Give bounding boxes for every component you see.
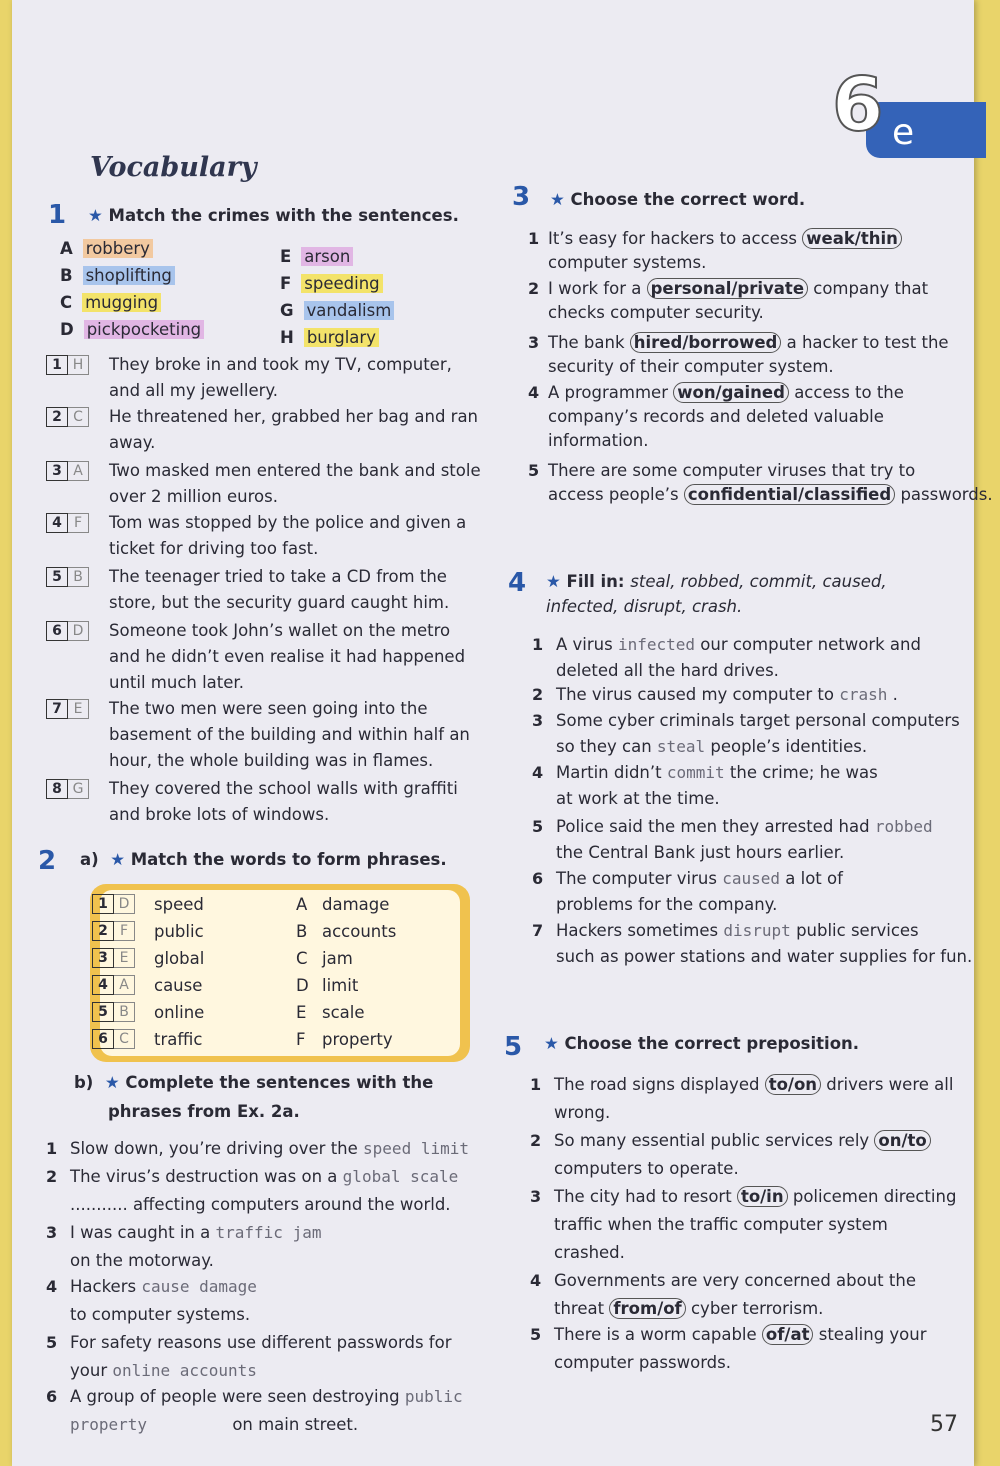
ex3-title: ★ Choose the correct word. (550, 190, 806, 209)
sentence-line (70, 1220, 321, 1246)
handwritten-answer: global scale (342, 1167, 459, 1186)
item-line-2 (548, 482, 993, 508)
item-text: It’s easy for hackers to access (548, 229, 798, 248)
sentence-text: on main street. (232, 1415, 359, 1434)
item-text: wrong. (554, 1103, 611, 1122)
ex4-words-2: infected, disrupt, crash. (546, 597, 743, 616)
handwritten-answer: robbed (874, 817, 933, 836)
choice-circled: hired/borrowed (630, 332, 782, 353)
answer-box-handwritten: B (114, 1002, 135, 1022)
phrase-right-text: damage (322, 895, 390, 914)
answer-box-number: 8 (46, 779, 68, 799)
sentence-line-2 (70, 1192, 451, 1218)
crime-option-letter: D (60, 320, 74, 339)
phrase-right-word (296, 973, 358, 999)
crime-option-word: shoplifting (83, 266, 175, 285)
crime-sentence-line: until much later. (109, 673, 244, 692)
item-line (554, 1322, 927, 1348)
item-line-2 (548, 354, 834, 380)
item-text: The virus caused my computer to (556, 685, 834, 704)
sentence-number: 6 (46, 1387, 58, 1406)
item-number: 2 (530, 1131, 542, 1150)
handwritten-answer: traffic jam (215, 1223, 322, 1242)
ex4-number: 4 (508, 568, 527, 598)
answer-box-number: 3 (92, 948, 114, 968)
item-text: Hackers sometimes (556, 921, 719, 940)
handwritten-answer: steal (656, 737, 706, 756)
item-line (548, 226, 902, 252)
item-text: Police said the men they arrested had (556, 817, 870, 836)
item-line (554, 1184, 956, 1210)
sentence-text: A group of people were seen destroying (70, 1387, 400, 1406)
phrase-right-word (296, 892, 389, 918)
phrase-left-word: global (154, 949, 205, 968)
star-icon: ★ (546, 572, 561, 591)
item-text: checks computer security. (548, 303, 764, 322)
phrase-right-word (296, 919, 396, 945)
phrase-left-word: cause (154, 976, 203, 995)
choice-circled: won/gained (673, 382, 789, 403)
item-text: security of their computer system. (548, 357, 834, 376)
crime-option-word: speeding (301, 274, 382, 293)
item-line-2 (548, 250, 706, 276)
crime-option (280, 298, 394, 324)
item-number: 6 (532, 869, 544, 888)
choice-circled: personal/private (647, 278, 808, 299)
phrase-right-word (296, 1000, 365, 1026)
item-number: 7 (532, 921, 544, 940)
item-line-2 (554, 1212, 888, 1238)
item-number: 1 (532, 635, 544, 654)
sentence-text: to computer systems. (70, 1305, 251, 1324)
item-text: the crime; he was (729, 763, 878, 782)
handwritten-answer: caused (722, 869, 780, 888)
item-text: deleted all the hard drives. (556, 661, 779, 680)
choice-circled: from/of (609, 1298, 685, 1319)
phrase-left-word: traffic (154, 1030, 203, 1049)
unit-letter: e (892, 112, 915, 153)
phrase-left-word: online (154, 1003, 205, 1022)
answer-box-handwritten: E (68, 699, 89, 719)
crime-sentence-line: and he didn’t even realise it had happened (109, 647, 466, 666)
item-text: threat (554, 1299, 605, 1318)
item-line-2 (556, 892, 777, 918)
item-text: passwords. (900, 485, 993, 504)
answer-box-handwritten: C (68, 407, 89, 427)
item-number: 3 (528, 333, 540, 352)
answer-box (46, 699, 89, 719)
answer-box (46, 779, 89, 799)
handwritten-answer: property (70, 1415, 148, 1434)
item-line (554, 1268, 916, 1294)
phrase-right-text: limit (322, 976, 359, 995)
item-number: 1 (530, 1075, 542, 1094)
sentence-text: I was caught in a (70, 1223, 211, 1242)
answer-box-handwritten: G (68, 779, 89, 799)
item-number: 4 (530, 1271, 542, 1290)
crime-option (280, 325, 379, 351)
phrase-right-word (296, 946, 353, 972)
sentence-number: 1 (46, 1139, 58, 1158)
item-text: a lot of (785, 869, 843, 888)
phrase-right-letter: B (296, 922, 308, 941)
answer-box (46, 621, 89, 641)
item-number: 3 (530, 1187, 542, 1206)
handwritten-answer: speed limit (363, 1139, 469, 1158)
crime-option-letter: C (60, 293, 73, 312)
crime-option (60, 290, 161, 316)
item-line (556, 814, 933, 840)
crime-sentence-line: Someone took John’s wallet on the metro (109, 621, 451, 640)
item-line-2 (556, 734, 867, 760)
item-text: computer systems. (548, 253, 707, 272)
phrase-right-letter: F (296, 1030, 306, 1049)
sentence-text: The virus’s destruction was on a (70, 1167, 338, 1186)
sentence-line (70, 1330, 451, 1356)
item-line (554, 1128, 931, 1154)
sentence-line (70, 1384, 463, 1410)
handwritten-answer: online accounts (112, 1361, 257, 1380)
ex2a-title: a) ★ Match the words to form phrases. (80, 850, 447, 869)
unit-number: 6 (832, 62, 882, 148)
item-text: The road signs displayed (554, 1075, 760, 1094)
answer-box-handwritten: A (68, 461, 89, 481)
crime-option (60, 317, 204, 343)
answer-box-number: 2 (46, 407, 68, 427)
item-line (554, 1072, 953, 1098)
crime-sentence-line: and broke lots of windows. (109, 805, 330, 824)
sentence-number: 2 (46, 1167, 58, 1186)
item-text: The bank (548, 333, 625, 352)
answer-box-number: 6 (92, 1029, 114, 1049)
item-text: Martin didn’t (556, 763, 662, 782)
phrase-right-letter: A (296, 895, 308, 914)
item-line-2 (554, 1100, 610, 1126)
answer-box-handwritten: F (114, 921, 135, 941)
phrase-right-letter: E (296, 1003, 307, 1022)
answer-box (92, 921, 135, 941)
ex2-match-panel (90, 884, 470, 1062)
ex4-title: ★ Fill in: steal, robbed, commit, caused, (546, 572, 887, 591)
crime-option-word: robbery (83, 239, 153, 258)
item-line-2 (548, 300, 764, 326)
sentence-text: Hackers (70, 1277, 137, 1296)
sentence-text: Slow down, you’re driving over the (70, 1139, 358, 1158)
crime-option-letter: F (280, 274, 292, 293)
star-icon: ★ (110, 850, 125, 869)
item-number: 5 (530, 1325, 542, 1344)
crime-sentence-line: ticket for driving too fast. (109, 539, 319, 558)
answer-box-number: 5 (92, 1002, 114, 1022)
crime-sentence-line: and all my jewellery. (109, 381, 279, 400)
item-text: policemen directing (792, 1187, 957, 1206)
item-text: I work for a (548, 279, 642, 298)
answer-box (46, 513, 89, 533)
item-text: our computer network and (700, 635, 921, 654)
answer-box-handwritten: E (114, 948, 135, 968)
item-text: A programmer (548, 383, 668, 402)
handwritten-answer: disrupt (723, 921, 791, 940)
answer-box (46, 407, 89, 427)
sentence-line (70, 1274, 257, 1300)
crime-sentence-line: over 2 million euros. (109, 487, 278, 506)
crime-sentence-line: They broke in and took my TV, computer, (109, 355, 452, 374)
item-text: company’s records and deleted valuable (548, 407, 884, 426)
handwritten-answer: commit (666, 763, 725, 782)
item-text: drivers were all (826, 1075, 954, 1094)
answer-box-handwritten: D (114, 894, 135, 914)
item-line (556, 866, 843, 892)
answer-box (46, 355, 89, 375)
answer-box-number: 5 (46, 567, 68, 587)
item-number: 2 (532, 685, 544, 704)
item-line (556, 918, 919, 944)
sentence-text: on the motorway. (70, 1251, 214, 1270)
item-text: the Central Bank just hours earlier. (556, 843, 845, 862)
ex2-number: 2 (38, 846, 57, 876)
item-number: 4 (532, 763, 544, 782)
crime-option-letter: G (280, 301, 294, 320)
item-line (548, 276, 928, 302)
phrase-right-letter: C (296, 949, 308, 968)
item-line (556, 682, 898, 708)
item-number: 5 (532, 817, 544, 836)
item-text: A virus (556, 635, 613, 654)
crime-sentence-line: The two men were seen going into the (109, 699, 428, 718)
answer-box-number: 1 (92, 894, 114, 914)
ex5-title: ★ Choose the correct preposition. (544, 1034, 860, 1053)
section-title: Vocabulary (90, 152, 257, 183)
answer-box (46, 461, 89, 481)
item-text: stealing your (818, 1325, 927, 1344)
answer-box-number: 6 (46, 621, 68, 641)
answer-box-number: 2 (92, 921, 114, 941)
item-line-2 (556, 658, 779, 684)
item-line-2 (556, 840, 844, 866)
sentence-line-2 (70, 1358, 257, 1384)
crime-sentence-line: basement of the building and within half an (109, 725, 470, 744)
choice-circled: to/in (737, 1186, 788, 1207)
ex2b-title-2: phrases from Ex. 2a. (108, 1102, 300, 1121)
phrase-right-text: accounts (322, 922, 397, 941)
crime-option (280, 244, 353, 270)
answer-box-number: 7 (46, 699, 68, 719)
sentence-number: 4 (46, 1277, 58, 1296)
item-line-3: crashed. (554, 1243, 625, 1262)
ex1-title: ★ Match the crimes with the sentences. (88, 206, 459, 225)
choice-circled: on/to (874, 1130, 930, 1151)
sentence-number: 3 (46, 1223, 58, 1242)
ex3-number: 3 (512, 182, 531, 212)
answer-box-handwritten: D (68, 621, 89, 641)
answer-box-handwritten: F (68, 513, 89, 533)
page-number: 57 (930, 1412, 958, 1437)
sentence-line (70, 1164, 458, 1190)
phrase-left-word: public (154, 922, 204, 941)
answer-box-number: 3 (46, 461, 68, 481)
answer-box (92, 1029, 135, 1049)
crime-sentence-line: Two masked men entered the bank and stole (109, 461, 481, 480)
handwritten-answer: cause damage (141, 1277, 257, 1296)
star-icon: ★ (104, 1073, 120, 1092)
item-text: access people’s (548, 485, 679, 504)
answer-box-handwritten: B (68, 567, 89, 587)
answer-box (92, 894, 135, 914)
item-text: . (892, 685, 898, 704)
crime-sentence-line: The teenager tried to take a CD from the (109, 567, 447, 586)
choice-circled: to/on (765, 1074, 821, 1095)
item-text: computers to operate. (554, 1159, 739, 1178)
item-text: people’s identities. (710, 737, 868, 756)
item-text: so they can (556, 737, 652, 756)
choice-circled: weak/thin (802, 228, 902, 249)
answer-box (92, 1002, 135, 1022)
sentence-number: 5 (46, 1333, 58, 1352)
handwritten-answer: infected (617, 635, 696, 654)
unit-tab (866, 102, 986, 158)
phrase-right-word (296, 1027, 393, 1053)
item-text: public services (796, 921, 919, 940)
sentence-text: ........... affecting computers around the world. (70, 1195, 451, 1214)
item-number: 5 (528, 461, 540, 480)
ex5-number: 5 (504, 1032, 523, 1062)
item-number: 1 (528, 229, 540, 248)
sentence-line (70, 1136, 469, 1162)
answer-box (46, 567, 89, 587)
item-text: The computer virus (556, 869, 717, 888)
answer-box-number: 4 (92, 975, 114, 995)
item-line (556, 760, 878, 786)
phrase-left-word: speed (154, 895, 204, 914)
item-text: computer passwords. (554, 1353, 731, 1372)
crime-option-word: pickpocketing (84, 320, 204, 339)
item-text: Governments are very concerned about the (554, 1271, 916, 1290)
item-line (556, 632, 921, 658)
answer-box-handwritten: C (114, 1029, 135, 1049)
item-line (548, 458, 915, 484)
handwritten-answer: public (404, 1387, 463, 1406)
answer-box-number: 1 (46, 355, 68, 375)
star-icon: ★ (550, 190, 565, 209)
star-icon: ★ (544, 1034, 559, 1053)
choice-circled: of/at (762, 1324, 814, 1345)
item-number: 2 (528, 279, 540, 298)
item-text: The city had to resort (554, 1187, 732, 1206)
item-text: a hacker to test the (786, 333, 949, 352)
crime-option-word: vandalism (304, 301, 395, 320)
crime-option-letter: A (60, 239, 73, 258)
item-text: at work at the time. (556, 789, 720, 808)
sentence-line-2 (70, 1248, 214, 1274)
item-line (548, 380, 904, 406)
answer-box-handwritten: A (114, 975, 135, 995)
item-line-2 (554, 1350, 731, 1376)
item-text: problems for the company. (556, 895, 778, 914)
crime-sentence-line: They covered the school walls with graffiti (109, 779, 458, 798)
sentence-line-2 (70, 1302, 250, 1328)
item-line-2 (554, 1156, 739, 1182)
item-text: So many essential public services rely (554, 1131, 870, 1150)
item-text: traffic when the traffic computer system (554, 1215, 888, 1234)
item-text: company that (813, 279, 929, 298)
handwritten-answer: crash (839, 685, 888, 704)
item-line-2 (548, 404, 884, 430)
item-text: Some cyber criminals target personal computers (556, 711, 960, 730)
answer-box-number: 4 (46, 513, 68, 533)
answer-box (92, 975, 135, 995)
ex1-number: 1 (48, 200, 67, 230)
item-number: 4 (528, 383, 540, 402)
item-text: There is a worm capable (554, 1325, 757, 1344)
phrase-right-text: jam (322, 949, 353, 968)
answer-box (92, 948, 135, 968)
crime-option-word: arson (301, 247, 353, 266)
ex2b-title: b) ★ Complete the sentences with the (74, 1073, 434, 1092)
item-line (556, 708, 960, 734)
crime-option (60, 263, 175, 289)
sentence-text: your (70, 1361, 108, 1380)
workbook-page (12, 0, 993, 1466)
item-line-2 (554, 1296, 823, 1322)
item-text: such as power stations and water supplies for fun. (556, 947, 973, 966)
phrase-right-text: property (322, 1030, 393, 1049)
item-line-2 (556, 786, 720, 812)
crime-option-letter: H (280, 328, 294, 347)
crime-sentence-line: away. (109, 433, 156, 452)
item-line (548, 330, 949, 356)
star-icon: ★ (88, 206, 103, 225)
item-text: There are some computer viruses that try to (548, 461, 916, 480)
item-text: access to the (794, 383, 904, 402)
item-text: cyber terrorism. (690, 1299, 824, 1318)
crime-sentence-line: Tom was stopped by the police and given a (109, 513, 467, 532)
crime-sentence-line: hour, the whole building was in flames. (109, 751, 434, 770)
item-line-3: information. (548, 431, 649, 450)
sentence-line-2 (70, 1412, 358, 1438)
crime-option (280, 271, 383, 297)
item-number: 3 (532, 711, 544, 730)
crime-sentence-line: store, but the security guard caught him. (109, 593, 450, 612)
choice-circled: confidential/classified (684, 484, 895, 505)
item-line-2 (556, 944, 972, 970)
phrase-right-text: scale (322, 1003, 365, 1022)
crime-option-word: burglary (304, 328, 379, 347)
crime-option-letter: B (60, 266, 73, 285)
crime-option-word: mugging (82, 293, 161, 312)
answer-box-handwritten: H (68, 355, 89, 375)
phrase-right-letter: D (296, 976, 309, 995)
crime-option (60, 236, 153, 262)
crime-sentence-line: He threatened her, grabbed her bag and ran (109, 407, 479, 426)
sentence-text: For safety reasons use different passwords for (70, 1333, 452, 1352)
crime-option-letter: E (280, 247, 292, 266)
